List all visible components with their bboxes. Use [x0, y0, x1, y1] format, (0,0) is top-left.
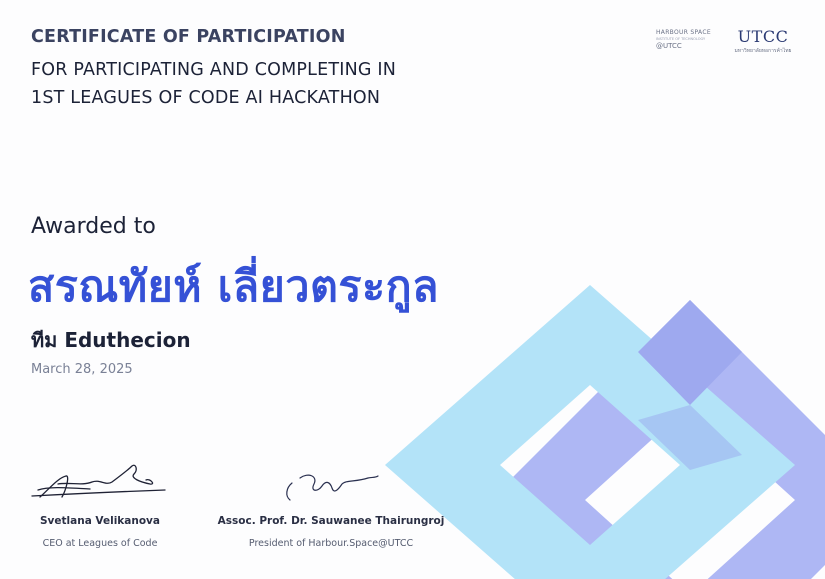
signatory-1-name: Svetlana Velikanova [39, 515, 160, 527]
team-name: ทีม Eduthecion [31, 328, 191, 352]
harbour-space-logo-line-3: @UTCC [656, 42, 682, 50]
awarded-to-label: Awarded to [31, 214, 156, 239]
signatory-1-role: CEO at Leagues of Code [42, 538, 158, 549]
harbour-space-logo [656, 29, 716, 50]
certificate-subtitle-line-2: 1ST LEAGUES OF CODE AI HACKATHON [31, 88, 381, 108]
utcc-logo-thai-text: มหาวิทยาลัยหอการค้าไทย [734, 48, 792, 54]
award-date: March 28, 2025 [31, 362, 133, 377]
certificate-title: CERTIFICATE OF PARTICIPATION [31, 27, 346, 47]
utcc-logo-text: UTCC [737, 27, 789, 46]
utcc-logo [728, 27, 798, 55]
harbour-space-logo-line-2: INSTITUTE OF TECHNOLOGY [656, 37, 706, 41]
recipient-name: สรณทัยห์ เลี่ยวตระกูล [28, 262, 439, 312]
harbour-space-logo-line-1: HARBOUR SPACE [656, 29, 711, 36]
signatory-2-role: President of Harbour.Space@UTCC [248, 538, 414, 549]
certificate-subtitle-line-1: FOR PARTICIPATING AND COMPLETING IN [31, 60, 397, 80]
signatory-2-name: Assoc. Prof. Dr. Sauwanee Thairungroj [217, 515, 445, 527]
